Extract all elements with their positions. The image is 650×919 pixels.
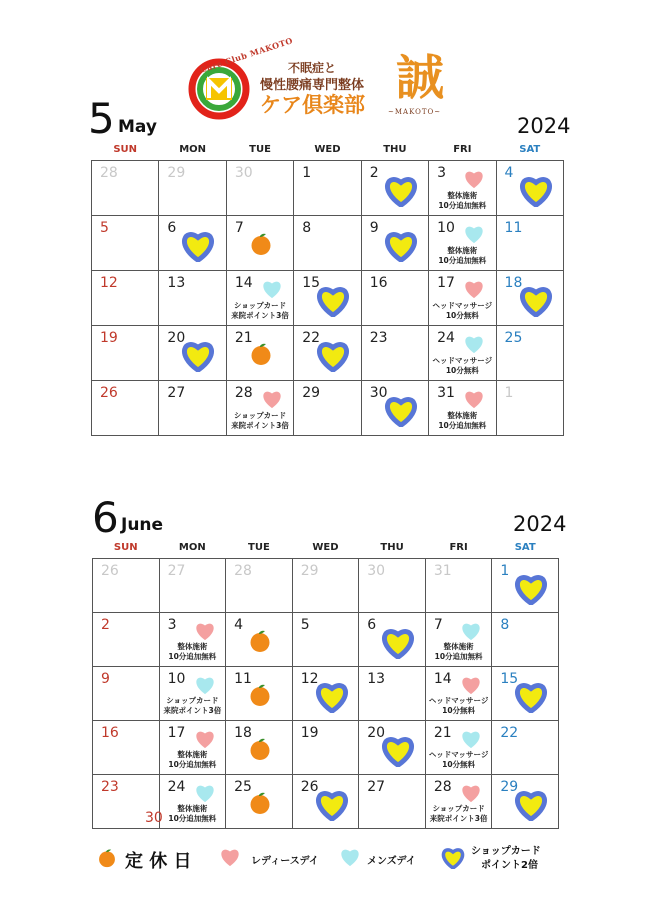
day-cell: [359, 559, 426, 613]
event-note: [227, 411, 293, 431]
month-name: May: [118, 117, 157, 137]
day-cell: [496, 381, 563, 436]
day-cell: [92, 326, 159, 381]
day-number: 13: [367, 671, 386, 687]
day-number: 9: [101, 671, 110, 687]
day-number: 28: [234, 385, 253, 401]
day-number: 27: [367, 779, 386, 795]
legend-shop-label-1: ショップカード: [471, 846, 541, 857]
day-cell: [496, 271, 563, 326]
day-cell: [226, 721, 293, 775]
event-note-line-1: ヘッドマッサージ: [432, 301, 493, 310]
blue-yellow-heart-icon: [514, 789, 548, 821]
day-number: 23: [101, 779, 119, 795]
day-cell: [93, 613, 160, 667]
day-number: 29: [302, 385, 321, 401]
cyan-heart-icon: [460, 621, 482, 641]
day-cell: [93, 559, 160, 613]
event-note-line-2: 来院ポイント3倍: [231, 311, 289, 320]
day-cell: [361, 271, 428, 326]
day-cell: [292, 667, 359, 721]
cyan-heart-icon: [339, 847, 361, 867]
day-number: 3: [167, 617, 177, 633]
day-number: 26: [100, 385, 118, 401]
event-note: [160, 696, 226, 716]
day-number: 18: [504, 275, 523, 291]
day-cell: [429, 326, 496, 381]
day-number: 6: [167, 220, 177, 236]
day-number: 2: [101, 617, 110, 633]
pink-heart-icon: [463, 169, 485, 189]
tagline-1: 不眠症と: [288, 61, 337, 75]
day-number: 14: [234, 275, 253, 291]
orange-icon: [248, 629, 272, 653]
day-number: 19: [100, 330, 118, 346]
day-number: 19: [300, 725, 319, 741]
day-number: 8: [302, 220, 312, 236]
day-number: 23: [369, 330, 388, 346]
day-number: 9: [369, 220, 379, 236]
day-cell: [226, 271, 293, 326]
day-cell: [226, 216, 293, 271]
event-note-line-2: 来院ポイント3倍: [163, 706, 222, 715]
day-number: 6: [367, 617, 377, 633]
weekday-header: WED: [314, 143, 341, 155]
pink-heart-icon: [460, 675, 482, 695]
day-cell: [292, 559, 359, 613]
day-number: 8: [500, 617, 510, 633]
day-number: 7: [234, 220, 244, 236]
day-cell: [294, 326, 361, 381]
day-cell: [292, 775, 359, 829]
day-number: 31: [433, 563, 452, 579]
event-note-line-1: 整体施術: [447, 246, 478, 255]
pink-heart-icon: [219, 847, 241, 867]
blue-yellow-heart-icon: [315, 789, 349, 821]
day-number: 3: [437, 165, 447, 181]
weekday-header: MON: [178, 541, 206, 553]
weekday-header: MON: [179, 143, 207, 155]
day-cell: [294, 381, 361, 436]
blue-yellow-heart-icon: [316, 340, 350, 372]
event-note-line-2: 10分追加無料: [168, 814, 217, 823]
weekday-header: WED: [312, 541, 339, 553]
blue-yellow-heart-icon: [316, 285, 350, 317]
weekday-header: FRI: [453, 143, 472, 155]
blue-yellow-heart-icon: [315, 681, 349, 713]
day-number: 21: [234, 330, 253, 346]
event-note-line-2: 10分無料: [445, 366, 479, 375]
blue-yellow-heart-icon: [441, 847, 465, 869]
blue-yellow-heart-icon: [384, 230, 418, 262]
orange-icon: [248, 683, 272, 707]
day-number: 16: [101, 725, 119, 741]
blue-yellow-heart-icon: [514, 573, 548, 605]
day-cell: [359, 721, 426, 775]
brand-kanji: 誠: [396, 50, 445, 106]
day-number: 26: [101, 563, 119, 579]
day-number: 2: [369, 165, 379, 181]
year-label: 2024: [517, 114, 571, 138]
day-cell: [496, 326, 563, 381]
orange-icon: [248, 791, 272, 815]
event-note: [160, 804, 226, 824]
day-number: 12: [300, 671, 319, 687]
day-cell: [92, 381, 159, 436]
day-cell: [425, 559, 492, 613]
event-note-line-2: 来院ポイント3倍: [231, 421, 289, 430]
day-cell: [359, 613, 426, 667]
pink-heart-icon: [194, 729, 216, 749]
event-note-line-1: 整体施術: [177, 750, 208, 759]
event-note-line-1: ショップカード: [166, 696, 219, 705]
blue-yellow-heart-icon: [181, 340, 215, 372]
weekday-header: THU: [383, 143, 407, 155]
blue-yellow-heart-icon: [384, 395, 418, 427]
day-cell: [93, 667, 160, 721]
event-note-line-2: 10分追加無料: [168, 760, 217, 769]
brand-logo: [188, 35, 458, 122]
event-note: [429, 411, 495, 431]
day-number: 15: [302, 275, 321, 291]
event-note-line-2: 来院ポイント3倍: [429, 814, 488, 823]
day-cell: [294, 271, 361, 326]
blue-yellow-heart-icon: [381, 627, 415, 659]
orange-icon: [97, 848, 117, 868]
day-cell: [159, 381, 226, 436]
event-note: [426, 642, 492, 662]
cyan-heart-icon: [194, 675, 216, 695]
event-note: [429, 356, 495, 376]
event-note-line-1: ヘッドマッサージ: [428, 696, 489, 705]
club-text: Care Club MAKOTO: [198, 35, 295, 75]
day-number: 15: [500, 671, 519, 687]
day-number: 10: [167, 671, 186, 687]
day-number: 14: [433, 671, 452, 687]
pink-heart-icon: [463, 389, 485, 409]
day-number: 30: [369, 385, 388, 401]
day-number: 4: [234, 617, 244, 633]
day-cell: [92, 161, 159, 216]
brand-name: ケア倶楽部: [260, 92, 365, 117]
event-note-line-1: 整体施術: [447, 411, 478, 420]
day-number: 10: [437, 220, 455, 236]
day-number: 18: [234, 725, 252, 741]
day-number: 1: [504, 385, 514, 401]
event-note-line-1: 整体施術: [177, 804, 208, 813]
event-note: [160, 750, 226, 770]
day-number: 31: [437, 385, 455, 401]
cyan-heart-icon: [463, 334, 485, 354]
cyan-heart-icon: [460, 729, 482, 749]
day-cell: [361, 216, 428, 271]
day-number: 30: [367, 563, 386, 579]
day-cell: [226, 381, 293, 436]
day-cell: [294, 216, 361, 271]
day-cell: [226, 326, 293, 381]
day-cell: [226, 161, 293, 216]
orange-icon: [248, 737, 272, 761]
day-cell: [226, 775, 293, 829]
legend-shop-label-2: ポイント2倍: [481, 860, 538, 871]
day-cell: [429, 161, 496, 216]
day-number: 7: [433, 617, 443, 633]
day-number: 27: [167, 385, 186, 401]
event-note-line-1: ショップカード: [233, 411, 287, 420]
event-note-line-1: ヘッドマッサージ: [428, 750, 489, 759]
day-number: 12: [100, 275, 118, 291]
day-cell: [429, 216, 496, 271]
event-note: [426, 696, 492, 716]
day-cell: [226, 559, 293, 613]
day-cell: [292, 613, 359, 667]
day-number: 20: [367, 725, 386, 741]
day-cell: [159, 667, 226, 721]
event-note-line-2: 10分追加無料: [434, 652, 483, 661]
day-cell: [93, 775, 163, 829]
month-number: 5: [88, 94, 115, 143]
day-cell: [294, 161, 361, 216]
blue-yellow-heart-icon: [381, 735, 415, 767]
day-number: 17: [167, 725, 186, 741]
day-cell: [159, 161, 226, 216]
day-cell: [425, 667, 492, 721]
day-cell: [93, 721, 160, 775]
day-number: 28: [433, 779, 452, 795]
day-cell: [226, 613, 293, 667]
day-number: 22: [500, 725, 519, 741]
day-cell: [159, 271, 226, 326]
event-note-line-1: ヘッドマッサージ: [432, 356, 493, 365]
day-cell: [492, 775, 559, 829]
event-note-line-2: 10分無料: [442, 760, 476, 769]
blue-yellow-heart-icon: [514, 681, 548, 713]
cyan-heart-icon: [463, 224, 485, 244]
day-number: 30: [234, 165, 253, 181]
day-number-extra: 30: [145, 810, 163, 826]
event-note-line-1: 整体施術: [177, 642, 208, 651]
day-cell: [429, 381, 496, 436]
brand-sub: ~MAKOTO~: [388, 108, 442, 116]
day-number: 17: [437, 275, 455, 291]
weekday-header: TUE: [248, 541, 270, 553]
day-number: 28: [234, 563, 252, 579]
day-number: 25: [504, 330, 523, 346]
day-number: 4: [504, 165, 514, 181]
weekday-header: SUN: [113, 541, 138, 553]
orange-icon: [249, 342, 273, 366]
day-number: 29: [500, 779, 519, 795]
day-number: 25: [234, 779, 252, 795]
day-cell: [492, 721, 559, 775]
day-cell: [159, 216, 226, 271]
event-note: [429, 301, 495, 321]
event-note: [429, 246, 495, 266]
day-cell: [159, 559, 226, 613]
weekday-header: SAT: [519, 143, 541, 155]
day-number: 1: [500, 563, 510, 579]
day-number: 29: [300, 563, 319, 579]
cyan-heart-icon: [194, 783, 216, 803]
event-note-line-1: 整体施術: [447, 191, 478, 200]
weekday-header: SAT: [514, 541, 536, 553]
day-cell: [359, 775, 426, 829]
event-note: [160, 642, 226, 662]
day-number: 11: [504, 220, 523, 236]
calendar-may: [91, 138, 564, 436]
day-cell: [425, 613, 492, 667]
day-cell: [359, 667, 426, 721]
day-cell: [292, 721, 359, 775]
day-cell: [425, 775, 492, 829]
day-number: 29: [167, 165, 186, 181]
day-cell: [361, 381, 428, 436]
blue-yellow-heart-icon: [519, 285, 553, 317]
event-note-line-2: 10分無料: [445, 311, 479, 320]
event-note-line-1: ショップカード: [432, 804, 485, 813]
pink-heart-icon: [261, 389, 283, 409]
day-number: 27: [167, 563, 186, 579]
day-number: 20: [167, 330, 186, 346]
pink-heart-icon: [460, 783, 482, 803]
blue-yellow-heart-icon: [519, 175, 553, 207]
day-cell: [492, 667, 559, 721]
day-number: 5: [300, 617, 310, 633]
day-cell: [361, 161, 428, 216]
day-cell: [159, 613, 226, 667]
day-number: 24: [167, 779, 186, 795]
pink-heart-icon: [194, 621, 216, 641]
day-cell: [425, 721, 492, 775]
day-number: 11: [234, 671, 252, 687]
day-number: 13: [167, 275, 186, 291]
month-name: June: [121, 515, 164, 535]
legend-mens-label: メンズデイ: [367, 856, 416, 867]
cyan-heart-icon: [261, 279, 283, 299]
day-cell: [92, 216, 159, 271]
day-number: 22: [302, 330, 321, 346]
event-note-line-1: 整体施術: [443, 642, 474, 651]
weekday-header: FRI: [449, 541, 468, 553]
day-number: 26: [300, 779, 319, 795]
event-note-line-2: 10分無料: [442, 706, 476, 715]
day-cell: [159, 721, 226, 775]
day-cell: [496, 216, 563, 271]
day-number: 21: [433, 725, 452, 741]
day-cell: [492, 613, 559, 667]
event-note: [426, 750, 492, 770]
blue-yellow-heart-icon: [384, 175, 418, 207]
event-note-line-2: 10分追加無料: [438, 201, 487, 210]
event-note: [426, 804, 492, 824]
event-note-line-2: 10分追加無料: [438, 421, 487, 430]
legend-ladies-label: レディースデイ: [251, 856, 319, 867]
day-number: 24: [437, 330, 455, 346]
weekday-header: TUE: [249, 143, 271, 155]
day-cell: [226, 667, 293, 721]
legend-closed-label: 定 休 日: [125, 851, 192, 872]
event-note: [429, 191, 495, 211]
day-cell: [92, 271, 159, 326]
legend: [95, 842, 565, 874]
day-number: 1: [302, 165, 312, 181]
orange-icon: [249, 232, 273, 256]
event-note-line-2: 10分追加無料: [438, 256, 487, 265]
event-note: [227, 301, 293, 321]
tagline-2: 慢性腰痛専門整体: [260, 78, 365, 93]
day-number: 5: [100, 220, 109, 236]
weekday-header: SUN: [113, 143, 138, 155]
pink-heart-icon: [463, 279, 485, 299]
day-cell: [496, 161, 563, 216]
event-note-line-2: 10分追加無料: [168, 652, 217, 661]
event-note-line-1: ショップカード: [233, 301, 287, 310]
weekday-header: THU: [380, 541, 404, 553]
day-cell: [159, 326, 226, 381]
month-number: 6: [92, 493, 119, 542]
day-cell: [492, 559, 559, 613]
day-cell: [159, 775, 226, 829]
year-label: 2024: [513, 512, 567, 536]
day-cell: [429, 271, 496, 326]
day-number: 28: [100, 165, 118, 181]
day-number: 16: [369, 275, 388, 291]
day-cell: [361, 326, 428, 381]
blue-yellow-heart-icon: [181, 230, 215, 262]
calendar-june: [92, 536, 559, 829]
